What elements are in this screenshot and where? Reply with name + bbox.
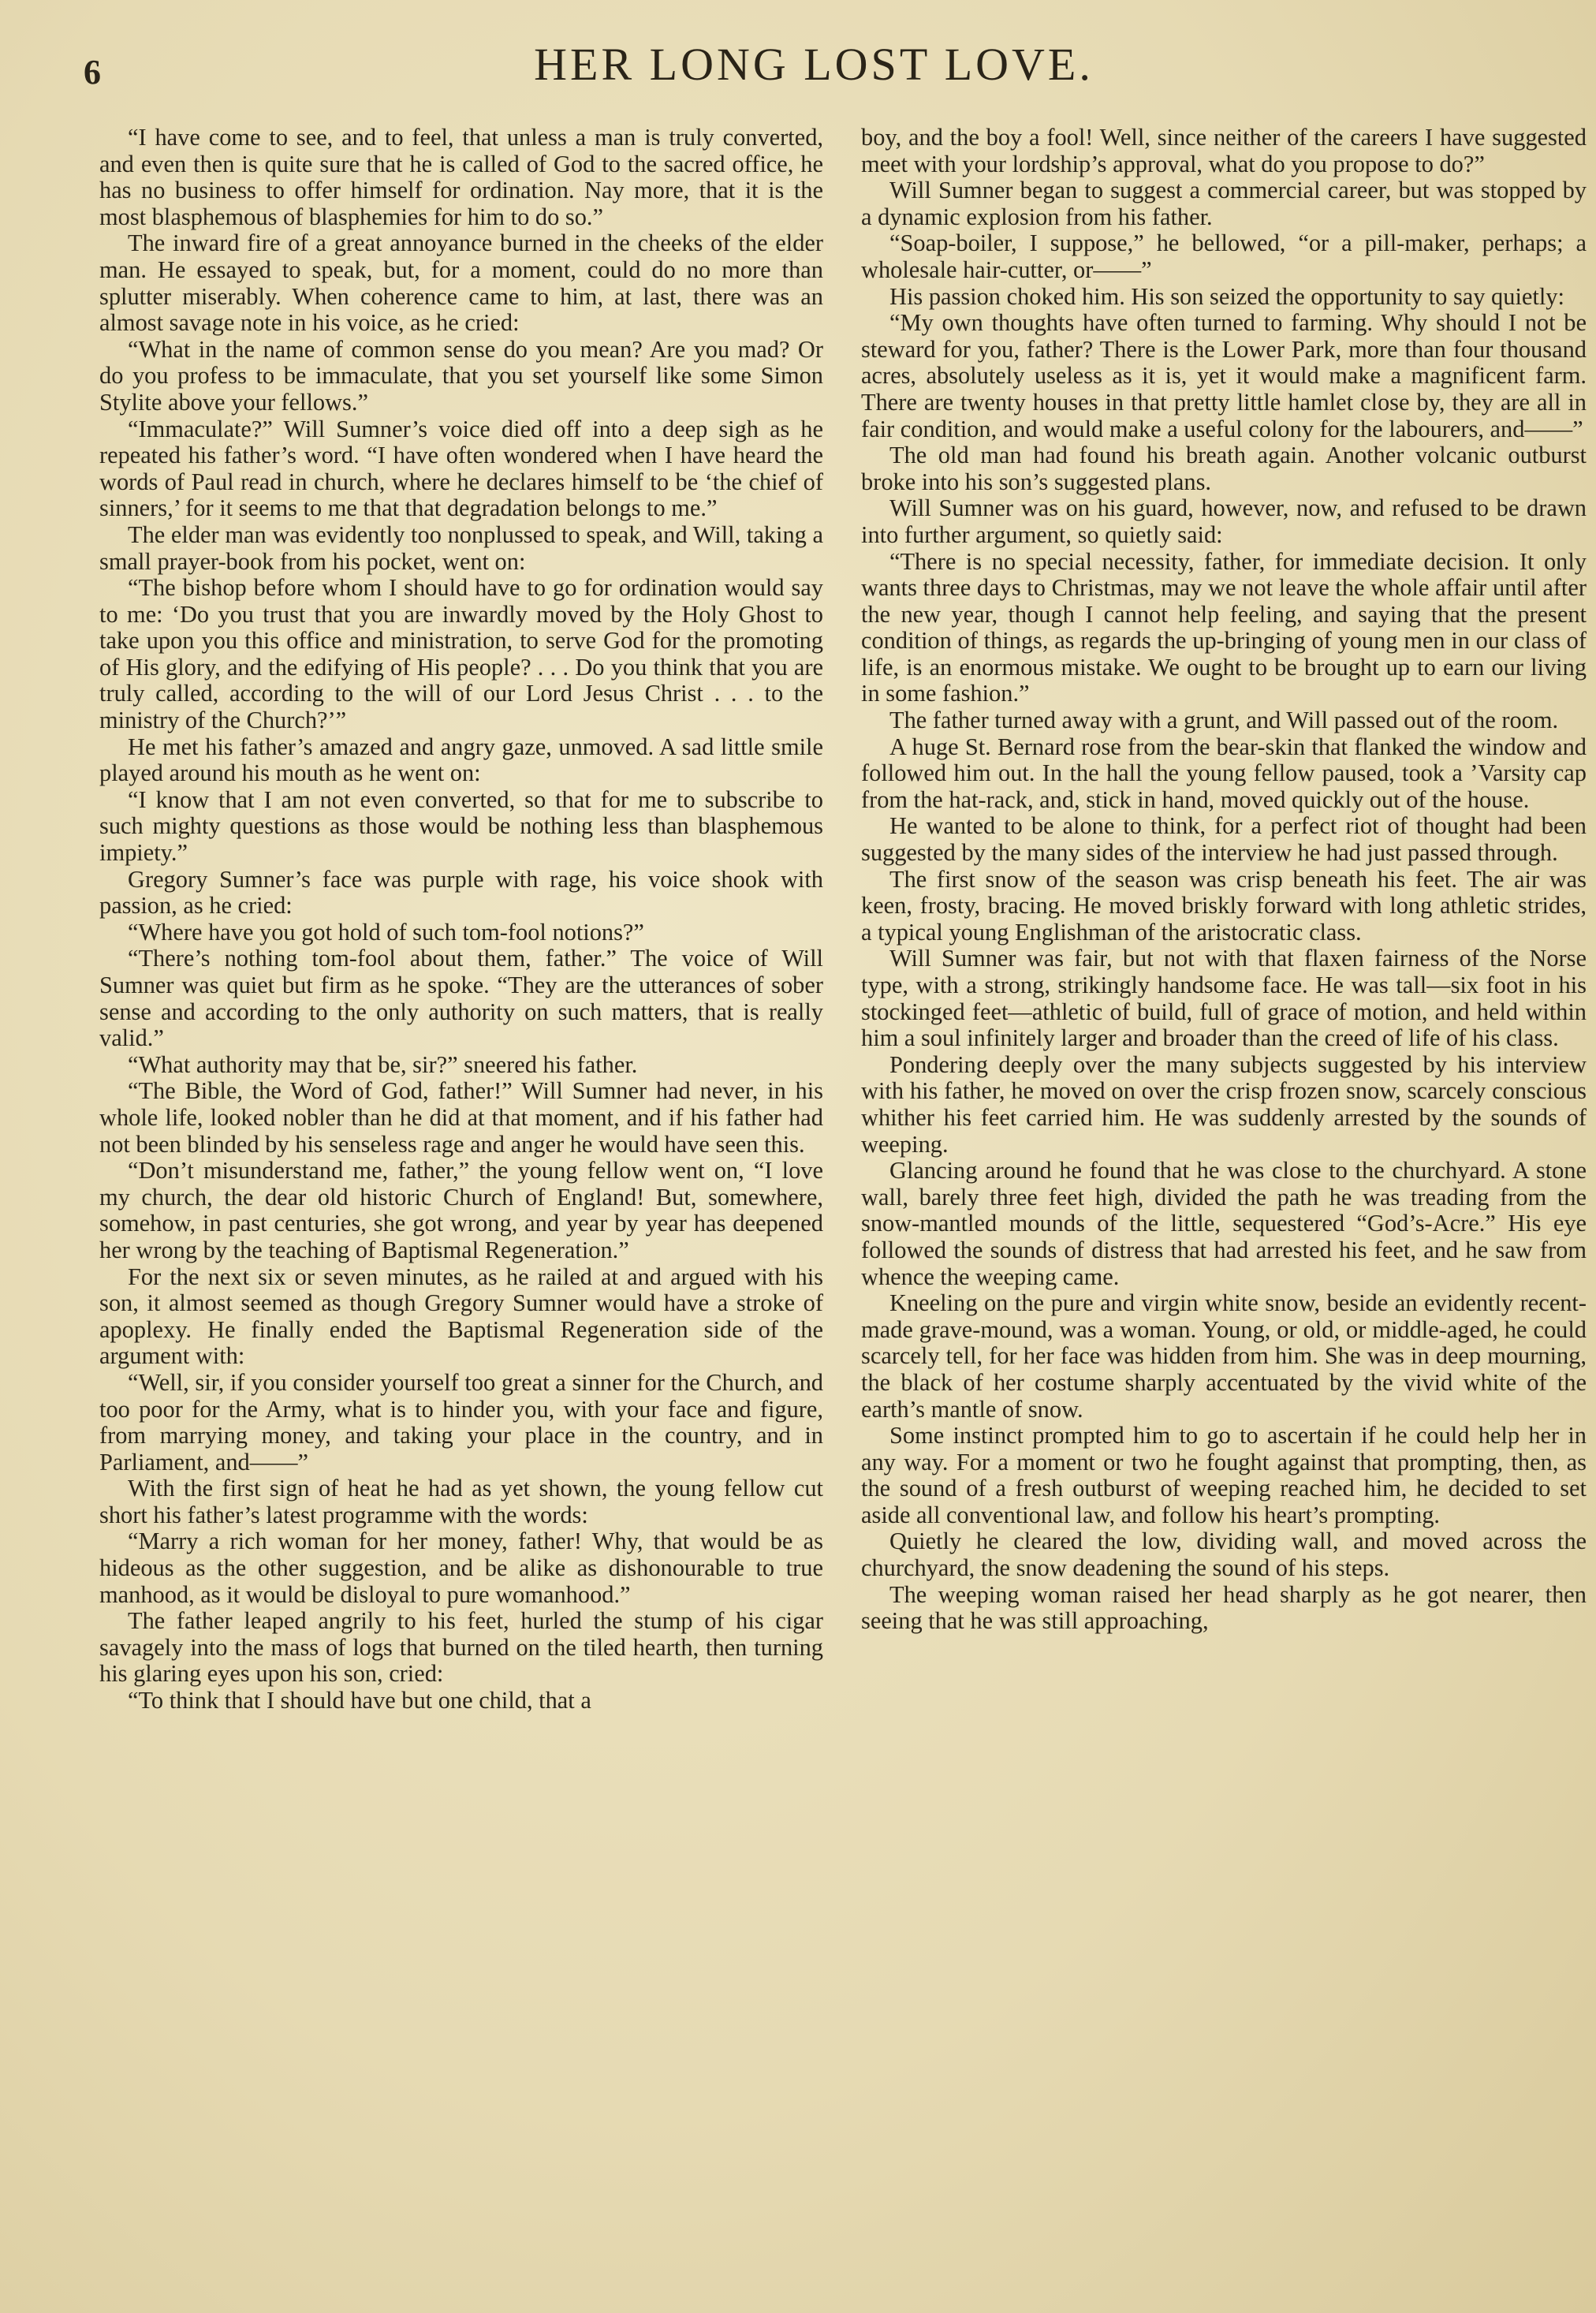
page-number: 6 xyxy=(84,53,101,91)
paragraph: The first snow of the season was crisp beneath his feet. The air was keen, frosty, bracing. He moved briskly forward with long athletic strides, a typical young Englishman of the aristocratic class. xyxy=(861,865,1587,946)
paragraph: “Don’t misunderstand me, father,” the young fellow went on, “I love my church, the dear old historic Church of England! But, somewhere, somehow, in past centuries, she got wrong, and year by year has deepened her wrong by the teaching of Baptismal Regeneration.” xyxy=(99,1157,823,1263)
paragraph: Pondering deeply over the many subjects suggested by his interview with his father, he moved on over the crisp frozen snow, scarcely conscious whither his feet carried him. He was suddenly arrested by the sounds of weeping. xyxy=(861,1050,1587,1158)
paragraph: Glancing around he found that he was close to the churchyard. A stone wall, barely three feet high, divided the path he was treading from the snow-mantled mounds of the little, sequestered “God’s-Acre.” His eye followed the sounds of distress that had arrested his feet, and he saw from whence the weeping came. xyxy=(861,1157,1587,1290)
paragraph: His passion choked him. His son seized the opportunity to say quietly: xyxy=(889,282,1564,310)
paragraph: “What authority may that be, sir?” sneered his father. xyxy=(128,1050,638,1078)
paragraph: The inward fire of a great annoyance burned in the cheeks of the elder man. He essayed to speak, but, for a moment, could do no more than splutter miserably. When coherence came to him, at last, there was an almost savage note in his voice, as he cried: xyxy=(99,229,823,337)
paragraph: With the first sign of heat he had as yet shown, the young fellow cut short his father’s latest programme with the words: xyxy=(99,1475,823,1528)
paragraph: The weeping woman raised her head sharply as he got nearer, then seeing that he was still approaching, xyxy=(861,1580,1587,1635)
paragraph: “To think that I should have but one child, that a xyxy=(128,1687,591,1714)
paragraph-continued: boy, and the boy a fool! Well, since neither of the careers I have suggested meet with your lordship’s approval, what do you propose to do?” xyxy=(861,124,1587,177)
paragraph: Quietly he cleared the low, dividing wall, and moved across the churchyard, the snow deadening the sound of his steps. xyxy=(861,1528,1587,1582)
paragraph: The father leaped angrily to his feet, hurled the stump of his cigar savagely into the mass of logs that burned on the tiled hearth, then turning his glaring eyes upon his son, cried: xyxy=(99,1607,823,1688)
paragraph: Will Sumner was on his guard, however, now, and refused to be drawn into further argument, so quietly said: xyxy=(861,494,1587,548)
paragraph: Some instinct prompted him to go to ascertain if he could help her in any way. For a moment or two he fought against that prompting, then, as the sound of a fresh outburst of weeping reached him, he decided to set aside all conventional law, and follow his heart’s prompting. xyxy=(861,1422,1587,1528)
paragraph: “What in the name of common sense do you mean? Are you mad? Or do you profess to be immaculate, that you set yourself like some Simon Stylite above your fellows.” xyxy=(99,335,823,416)
paragraph: Kneeling on the pure and virgin white snow, beside an evidently recent-made grave-mound, was a woman. Young, or old, or middle-aged, he could scarcely tell, for her face was hidden from him. She was in deep mourning, the black of her costume sharply accentuated by the vivid white of the earth’s mantle of snow. xyxy=(861,1289,1587,1423)
paragraph: He met his father’s amazed and angry gaze, unmoved. A sad little smile played around his mouth as he went on: xyxy=(99,733,823,787)
paragraph: “Soap-boiler, I suppose,” he bellowed, “or a pill-maker, perhaps; a wholesale hair-cutter, or——” xyxy=(861,229,1587,283)
paragraph: Gregory Sumner’s face was purple with rage, his voice shook with passion, as he cried: xyxy=(99,865,823,920)
paragraph: “There’s nothing tom-fool about them, father.” The voice of Will Sumner was quiet but firm as he spoke. “They are the utterances of sober sense and according to the only authority on such matters, that is really valid.” xyxy=(99,945,823,1052)
paragraph: A huge St. Bernard rose from the bear-skin that flanked the window and followed him out. In the hall the young fellow paused, took a ’Varsity cap from the hat-rack, and, stick in hand, moved quickly out of the house. xyxy=(861,733,1587,813)
paragraph: “Well, sir, if you consider yourself too great a sinner for the Church, and too poor for the Army, what is to hinder you, with your face and figure, from marrying money, and taking your place in the country, and in Parliament, and——” xyxy=(99,1368,823,1475)
paragraph: Will Sumner began to suggest a commercial career, but was stopped by a dynamic explosion from his father. xyxy=(861,177,1587,230)
paragraph: The father turned away with a grunt, and Will passed out of the room. xyxy=(889,707,1559,734)
paragraph: “Marry a rich woman for her money, father! Why, that would be as hideous as the other suggestion, and be alike as dishonourable to true manhood, as it would be disloyal to pure womanhood.” xyxy=(99,1528,823,1608)
left-text-column xyxy=(99,125,823,1714)
paragraph: The old man had found his breath again. Another volcanic outburst broke into his son’s suggested plans. xyxy=(861,442,1587,495)
paragraph: “Where have you got hold of such tom-fool notions?” xyxy=(128,918,644,946)
right-text-column xyxy=(861,125,1587,1635)
paragraph: “Immaculate?” Will Sumner’s voice died off into a deep sigh as he repeated his father’s word. “I have often wondered when I have heard the words of Paul read in church, where he declares himself to be ‘the chief of sinners,’ for it seems to me that that degradation belongs to me.” xyxy=(99,415,823,522)
paragraph: “I know that I am not even converted, so that for me to subscribe to such mighty questions as those would be nothing less than blasphemous impiety.” xyxy=(99,785,823,867)
running-head-title: HER LONG LOST LOVE. xyxy=(534,39,1094,90)
paragraph: “The bishop before whom I should have to go for ordination would say to me: ‘Do you trust that you are inwardly moved by the Holy Ghost to take upon you this office and ministration, to serve God for the promoting of His glory, and the edifying of His people? . . . Do you think that you are truly called, according to the will of our Lord Jesus Christ . . . to the ministry of the Church?’” xyxy=(99,574,823,734)
paragraph: “My own thoughts have often turned to farming. Why should I not be steward for you, father? There is the Lower Park, more than four thousand acres, absolutely useless as it is, yet it would make a magnificent farm. There are twenty houses in that pretty little hamlet close by, they are all in fair condition, and would make a useful colony for the labourers, and——” xyxy=(861,309,1587,442)
paragraph: “The Bible, the Word of God, father!” Will Sumner had never, in his whole life, looked nobler than he did at that moment, and if his father had not been blinded by his senseless rage and anger he would have seen this. xyxy=(99,1077,823,1158)
paragraph: The elder man was evidently too nonplussed to speak, and Will, taking a small prayer-book from his pocket, went on: xyxy=(99,520,823,575)
paragraph: “I have come to see, and to feel, that unless a man is truly converted, and even then is quite sure that he is called of God to the sacred office, he has no business to offer himself for ordination. Nay more, that it is the most blasphemous of blasphemies for him to do so.” xyxy=(99,124,823,230)
paragraph: “There is no special necessity, father, for immediate decision. It only wants three days to Christmas, may we not leave the whole affair until after the new year, though I cannot help feeling, and saying that the present condition of things, as regards the up-bringing of young men in our class of life, is an enormous mistake. We ought to be brought up to earn our living in some fashion.” xyxy=(861,547,1587,707)
paragraph: For the next six or seven minutes, as he railed at and argued with his son, it almost seemed as though Gregory Sumner would have a stroke of apoplexy. He finally ended the Baptismal Regeneration side of the argument with: xyxy=(99,1263,823,1370)
paragraph: He wanted to be alone to think, for a perfect riot of thought had been suggested by the many sides of the interview he had just passed through. xyxy=(861,812,1587,867)
paragraph: Will Sumner was fair, but not with that flaxen fairness of the Norse type, with a strong, strikingly handsome face. He was tall—six foot in his stockinged feet—athletic of build, full of grace of motion, and held within him a soul infinitely larger and broader than the creed of life of his class. xyxy=(861,945,1587,1052)
